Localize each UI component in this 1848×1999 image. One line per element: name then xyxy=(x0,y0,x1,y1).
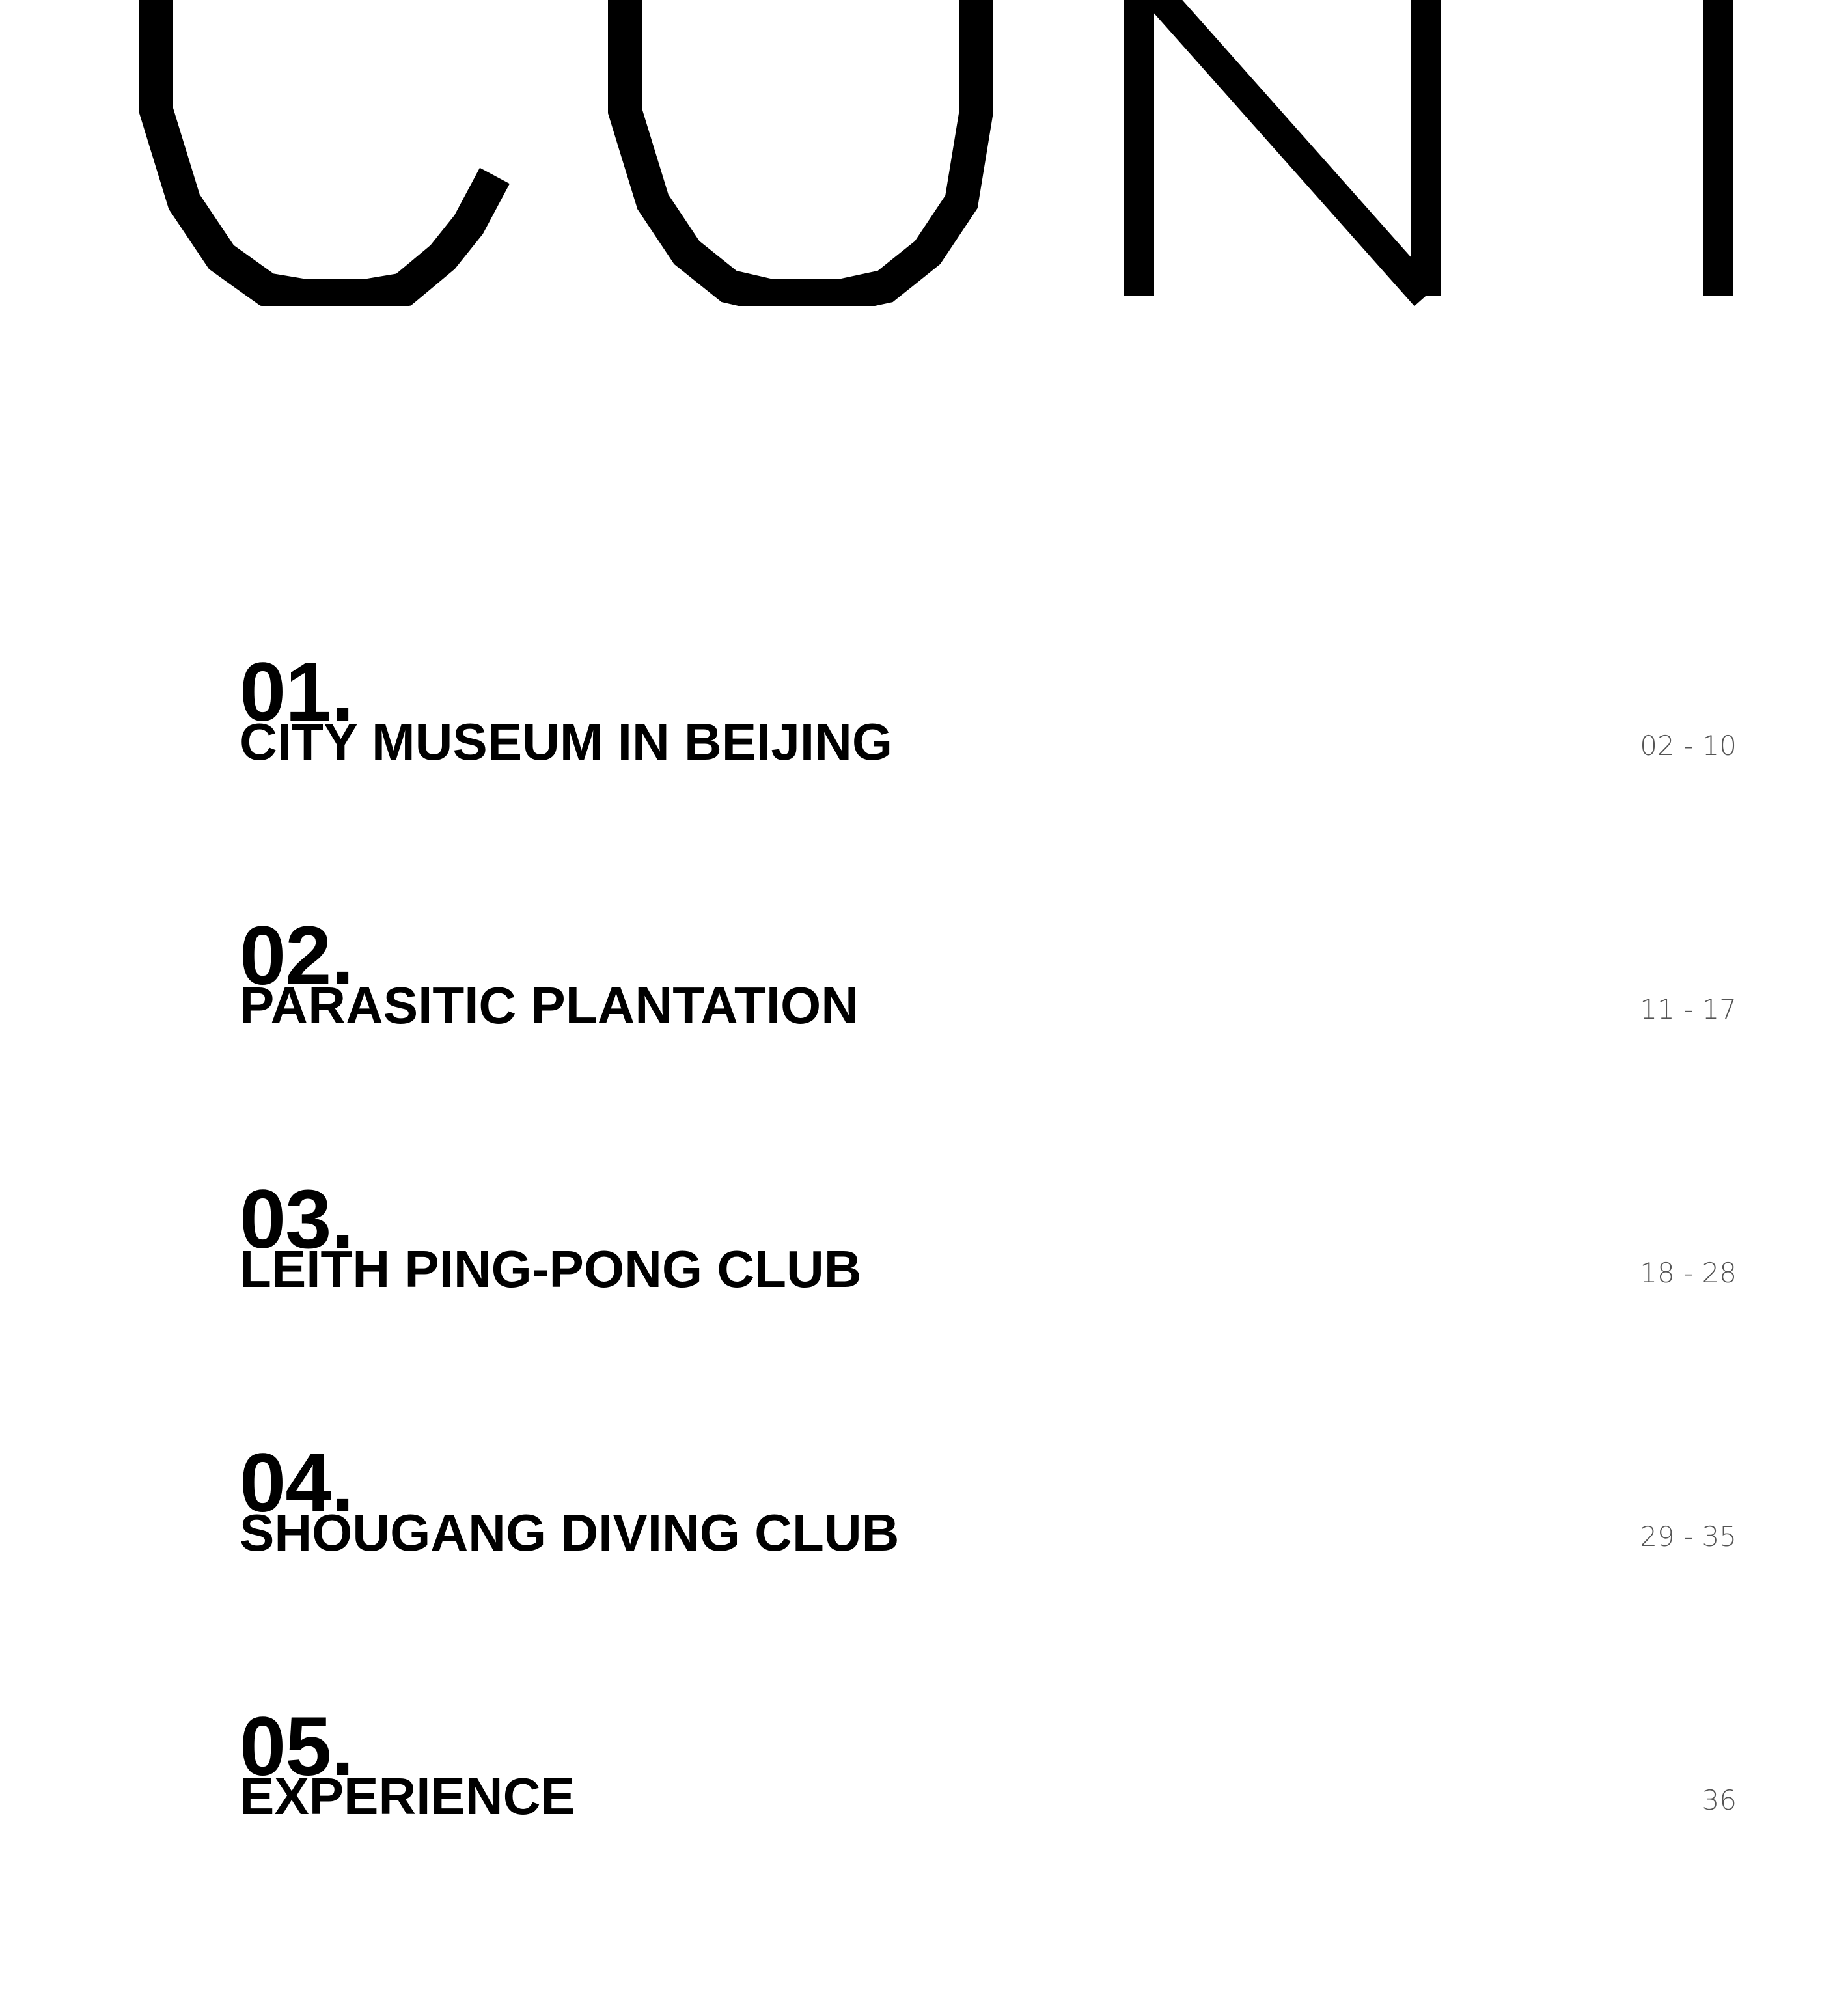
entry-title: EXPERIENCE xyxy=(240,1767,575,1825)
toc-entry-01 xyxy=(240,646,1737,794)
entry-number: 02. xyxy=(240,909,353,1002)
toc-entry-04 xyxy=(240,1437,1737,1585)
entry-page-range: 18 - 28 xyxy=(1640,1257,1737,1289)
toc-entry-02 xyxy=(240,909,1737,1058)
entry-title: LEITH PING-PONG CLUB xyxy=(240,1240,862,1298)
entry-page-range: 36 xyxy=(1702,1784,1737,1816)
toc-entry-03 xyxy=(240,1173,1737,1321)
entry-number: 04. xyxy=(240,1437,353,1530)
entry-title: CITY MUSEUM IN BEIJING xyxy=(240,713,893,771)
toc-entry-05 xyxy=(240,1700,1737,1849)
entry-page-range: 29 - 35 xyxy=(1640,1521,1737,1552)
entry-page-range: 02 - 10 xyxy=(1640,730,1737,762)
entry-number: 03. xyxy=(240,1173,353,1266)
entry-title: SHOUGANG DIVING CLUB xyxy=(240,1504,900,1562)
entry-number: 05. xyxy=(240,1700,353,1793)
entry-title: PARASITIC PLANTATION xyxy=(240,976,859,1034)
entry-page-range: 11 - 17 xyxy=(1640,993,1737,1025)
entry-number: 01. xyxy=(240,646,353,739)
